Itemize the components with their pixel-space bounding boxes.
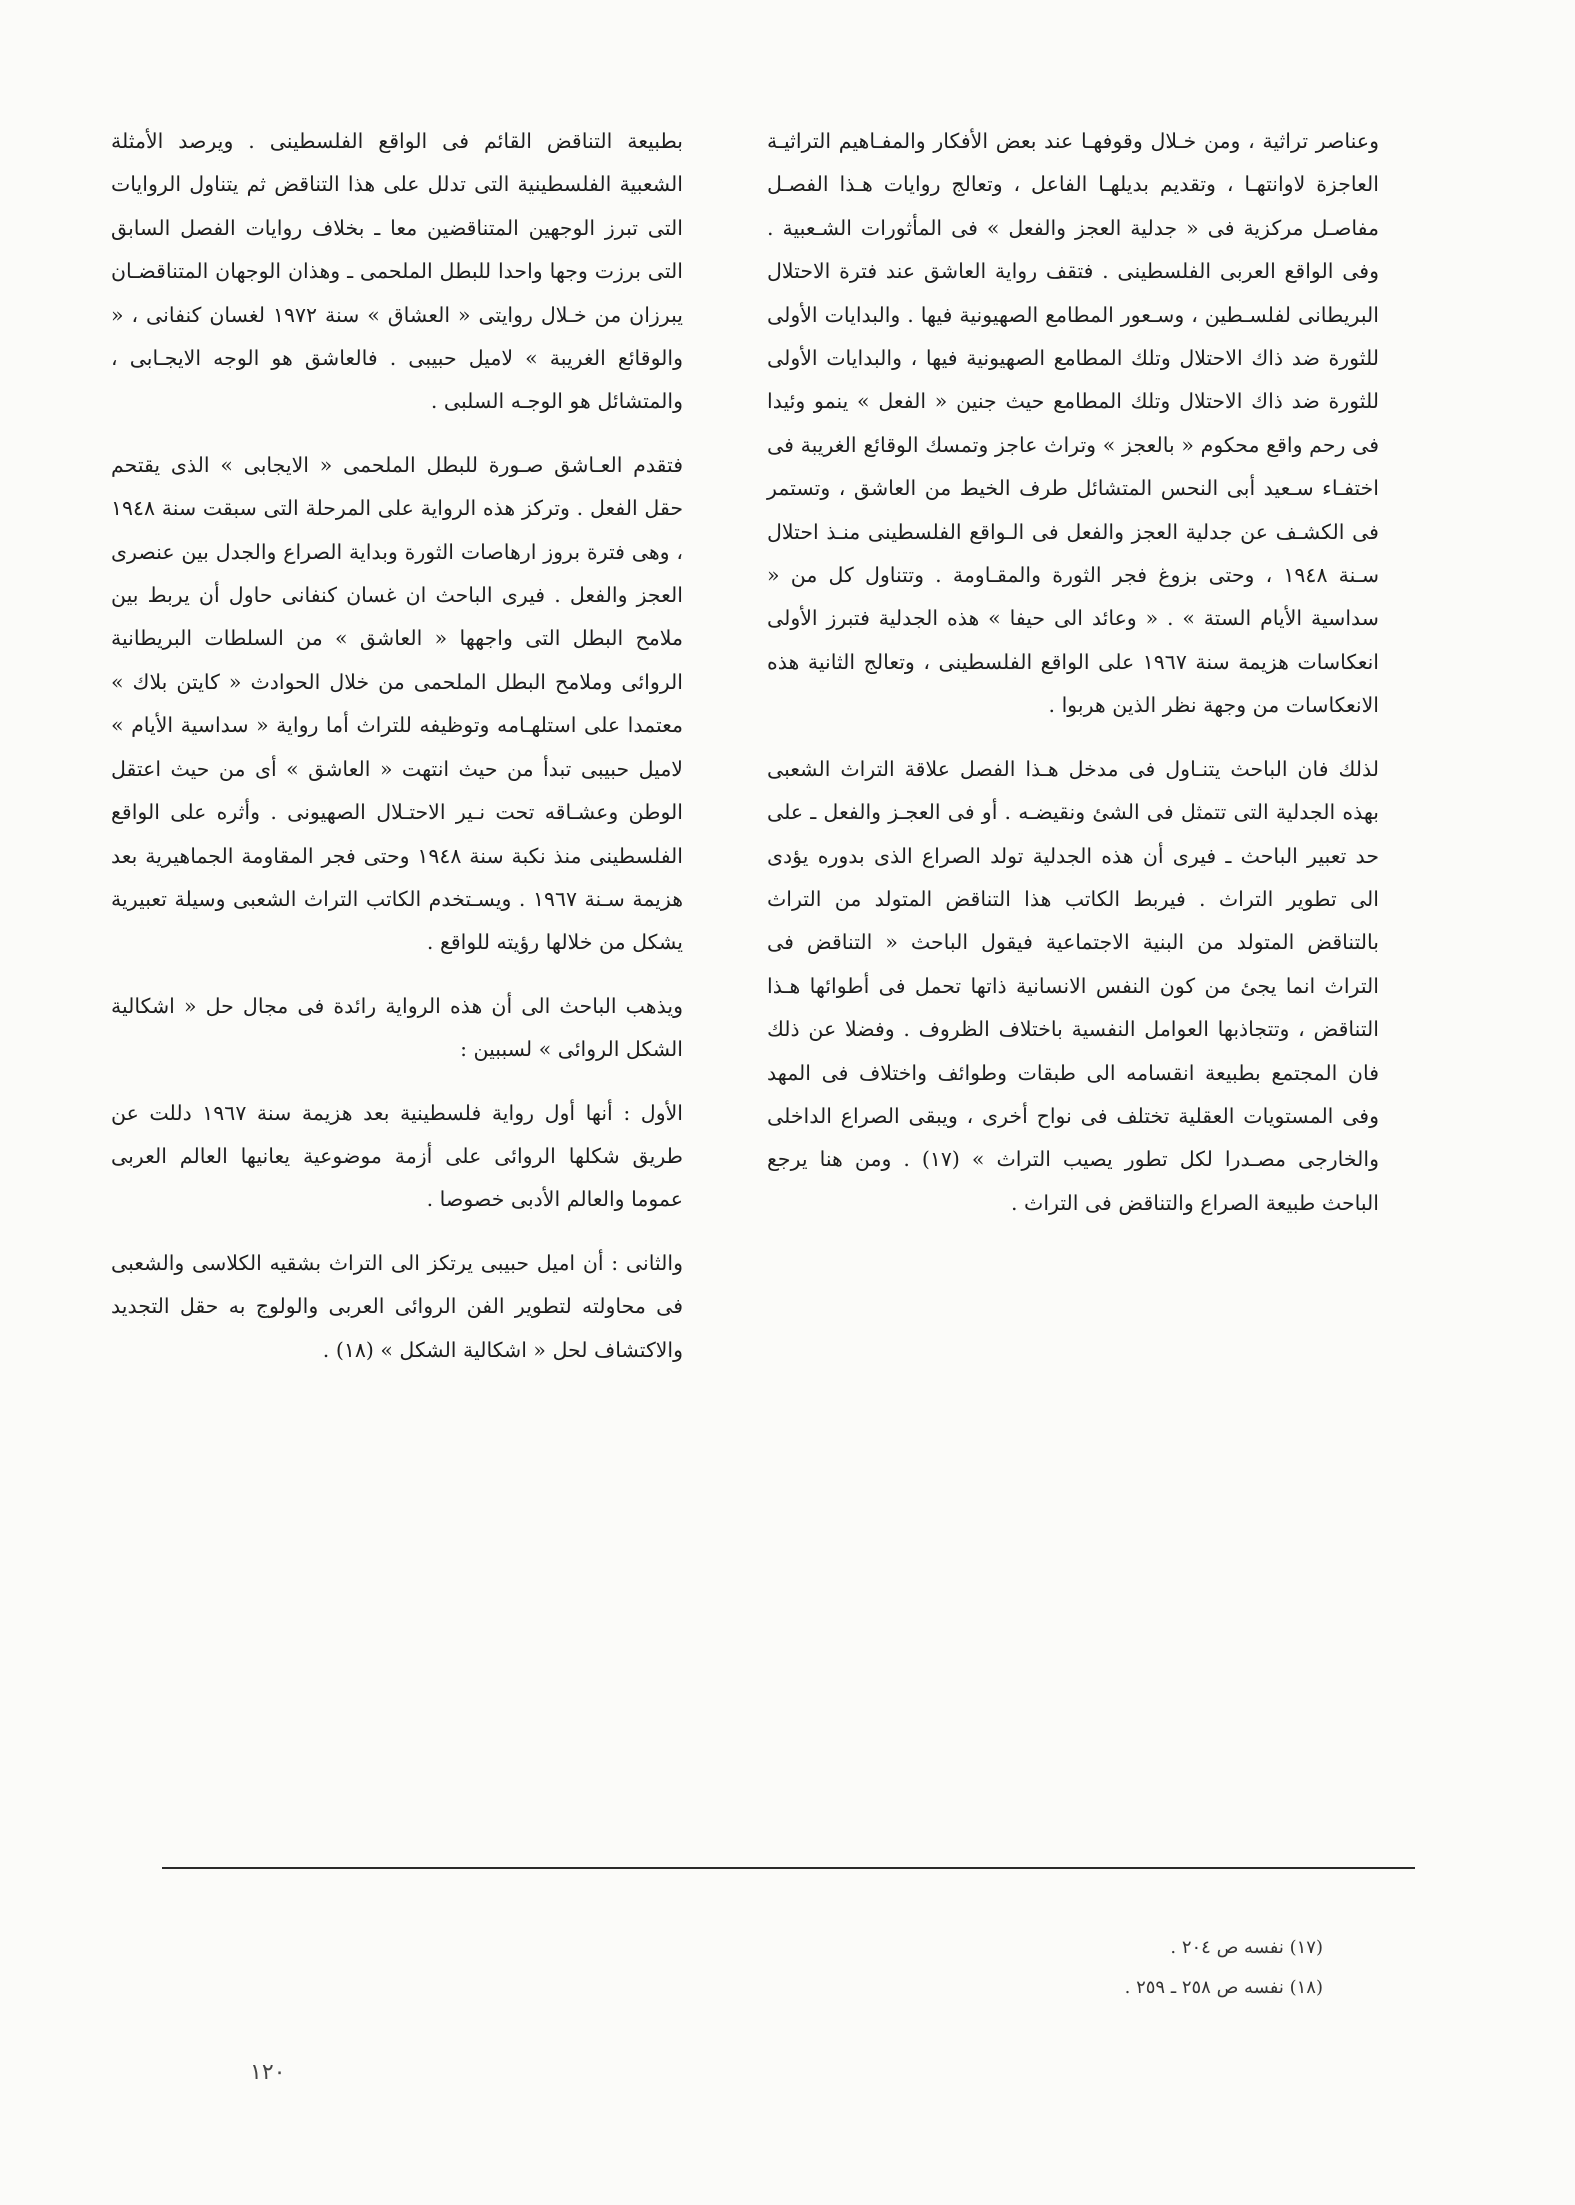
paragraph: ويذهب الباحث الى أن هذه الرواية رائدة فى مجال حل « اشكالية الشكل الروائى » لسببين : — [111, 993, 683, 1062]
footnote-divider — [162, 1867, 1415, 1869]
footnote: (١٨) نفسه ص ٢٥٨ ـ ٢٥٩ . — [1124, 1977, 1323, 1998]
paragraph: فتقدم العـاشق صـورة للبطل الملحمى « الايجابى » الذى يقتحم حقل الفعل . وتركز هذه الرواية على المرحلة التى سبقت سنة ١٩٤٨ ، وهى فترة بروز ارهاصات الثورة وبداية الصراع والجدل بين عنصرى العجز والفعل . فيرى الباحث ان غسان كنفانى حاول أن يربط بين ملامح البطل التى واجهها « العاشق » من السلطات البريطانية الروائى وملامح البطل الملحمى من خلال الحوادث « كايتن بلاك » معتمدا على استلهـامه وتوظيفه للتراث أما رواية « سداسية الأيام » لاميل حبيبى تبدأ من حيث انتهت « العاشق » أى من حيث اعتقل الوطن وعشـاقه تحت نـير الاحتـلال الصهيونى . وأثره على الواقع الفلسطينى منذ نكبة سنة ١٩٤٨ وحتى فجر المقاومة الجماهيرية بعد هزيمة سـنة ١٩٦٧ . ويسـتخدم الكاتب التراث الشعبى وسيلة تعبيرية يشكل من خلالها رؤيته للواقع . — [111, 452, 684, 955]
paragraph: الأول : أنها أول رواية فلسطينية بعد هزيمة سنة ١٩٦٧ دللت عن طريق شكلها الروائى على أزمة موضوعية يعانيها العالم العربى عموما والعالم الأدبى خصوصا . — [111, 1100, 683, 1212]
paragraph: وعناصر تراثية ، ومن خـلال وقوفهـا عند بعض الأفكار والمفـاهيم التراثيـة العاجزة لاوانتهـا ، وتقديم بديلهـا الفاعل ، وتعالج روايات هـذا الفصـل مفاصـل مركزية فى « جدلية العجز والفعل » فى المأثورات الشـعبية . وفى الواقع العربى الفلسطينى . فتقف رواية العاشق عند فترة الاحتلال البريطانى لفلسـطين ، وسـعور المطامع الصهيونية فيها . والبدايات الأولى للثورة ضد ذاك الاحتلال وتلك المطامع الصهيونية فيها ، والبدايات الأولى للثورة ضد ذاك الاحتلال وتلك المطامع حيث جنين « الفعل » ينمو وئيدا فى رحم واقع محكوم « بالعجز » وتراث عاجز وتمسك الوقائع الغريبة فى اختفـاء سـعيد أبى النحس المتشائل طرف الخيط من العاشق ، وتستمر فى الكشـف عن جدلية العجز والفعل فى الـواقع الفلسطينى منـذ احتلال سـنة ١٩٤٨ ، وحتى بزوغ فجر الثورة والمقـاومة . وتتناول كل من « سداسية الأيام الستة » . « وعائد الى حيفا » هذه الجدلية فتبرز الأولى انعكاسات هزيمة سنة ١٩٦٧ على الواقع الفلسطينى ، وتعالج الثانية هذه الانعكاسات من وجهة نظر الذين هربوا . — [767, 129, 1379, 718]
footnote: (١٧) نفسه ص ٢٠٤ . — [1170, 1937, 1323, 1958]
right-column — [767, 120, 1379, 1225]
paragraph: لذلك فان الباحث يتنـاول فى مدخل هـذا الفصل علاقة التراث الشعبى بهذه الجدلية التى تتمثل فى الشئ ونقيضـه . أو فى العجـز والفعل ـ على حد تعبير الباحث ـ فيرى أن هذه الجدلية تولد الصراع الذى بدوره يؤدى الى تطوير التراث . فيربط الكاتب هذا التناقض المتولد من التراث بالتناقض المتولد من البنية الاجتماعية فيقول الباحث « التناقض فى التراث انما يجئ من كون النفس الانسانية ذاتها تحمل فى أطوائها هـذا التناقض ، وتتجاذبها العوامل النفسية باختلاف الظروف . وفضلا عن ذلك فان المجتمع بطبيعة انقسامه الى طبقات وطوائف واختلاف فى المهد وفى المستويات العقلية تختلف فى نواح أخرى ، ويبقى الصراع الداخلى والخارجى مصـدرا لكل تطور يصيب التراث » (١٧) . ومن هنا يرجع الباحث طبيعة الصراع والتناقض فى التراث . — [767, 756, 1379, 1215]
left-column — [111, 120, 683, 1372]
footnotes — [1125, 1928, 1323, 2008]
paragraph: والثانى : أن اميل حبيبى يرتكز الى التراث بشقيه الكلاسى والشعبى فى محاولته لتطوير الفن الروائى العربى والولوج به حقل التجديد والاكتشاف لحل « اشكالية الشكل » (١٨) . — [111, 1250, 683, 1362]
paragraph: بطبيعة التناقض القائم فى الواقع الفلسطينى . ويرصد الأمثلة الشعبية الفلسطينية التى تدلل على هذا التناقض ثم يتناول الروايات التى تبرز الوجهين المتناقضين معا ـ بخلاف روايات الفصل السابق التى برزت وجها واحدا للبطل الملحمى ـ وهذان الوجهان المتناقضـان يبرزان من خـلال روايتى « العشاق » سنة ١٩٧٢ لغسان كنفانى ، « والوقائع الغريبة » لاميل حبيبى . فالعاشق هو الوجه الايجـابى ، والمتشائل هو الوجـه السلبى . — [111, 129, 683, 414]
page-number: ١٢٠ — [250, 2060, 286, 2085]
